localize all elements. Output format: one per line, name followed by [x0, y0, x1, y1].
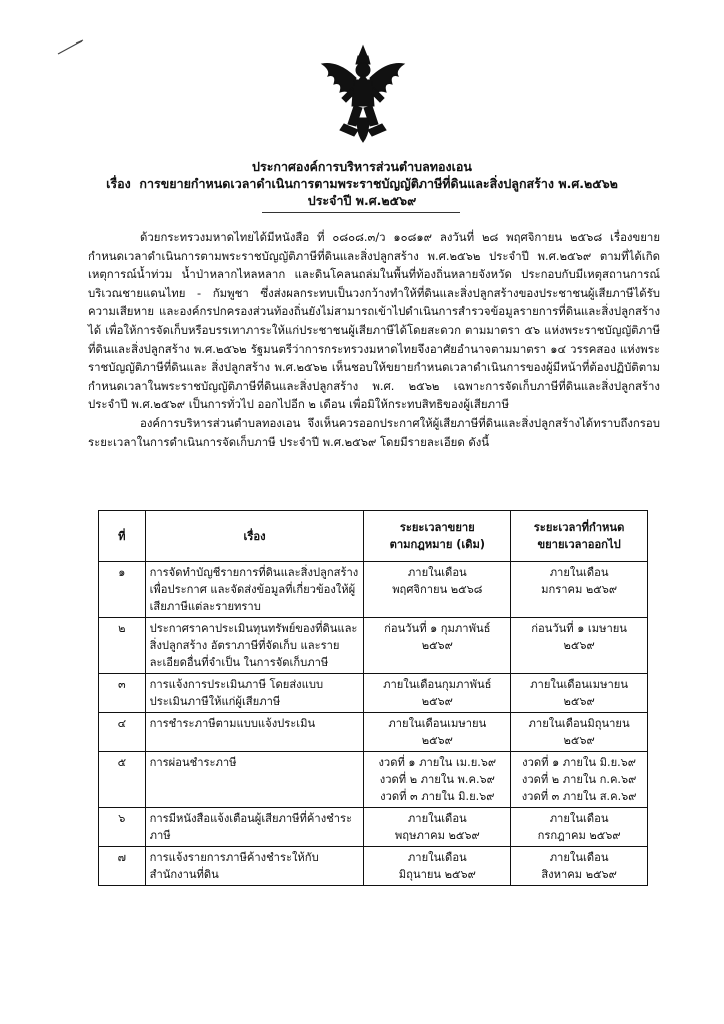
old-line: ๒๕๖๙ — [421, 639, 453, 652]
table-row — [99, 752, 648, 808]
old-line: ๒๕๖๙ — [421, 734, 453, 747]
table-row — [99, 847, 648, 886]
subject-label: เรื่อง — [106, 176, 131, 191]
paragraph-1: ด้วยกระทรวงมหาดไทยได้มีหนังสือ ที่ ๐๘๐๘.๓/ว ๑๐๘๑๙ ลงวันที่ ๒๘ พฤศจิกายน ๒๕๖๘ เรื่องขยายกำหนดเวลาดำเนินการตามพระราชบัญญัติภาษีที่ดินและสิ่งปลูกสร้าง พ.ศ.๒๕๖๒ ประจำปี พ.ศ.๒๕๖๙ ตามที่ได้เกิดเหตุการณ์น้ำท่วม น้ำป่าหลากไหลหลาก และดินโคลนถล่มในพื้นที่ท้องถิ่นหลายจังหวัด ประกอบกับมีเหตุสถานการณ์บริเวณชายแดนไทย - กัมพูชา ซึ่งส่งผลกระทบเป็นวงกว้างทำให้ที่ดินและสิ่งปลูกสร้างของประชาชนผู้เสียภาษีได้รับความเสียหาย และองค์กรปกครองส่วนท้องถิ่นยังไม่สามารถเข้าไปดำเนินการสำรวจข้อมูลรายการที่ดินและสิ่งปลูกสร้างได้ เพื่อให้การจัดเก็บหรือบรรเทาภาระให้แก่ประชาชนผู้เสียภาษีได้โดยสะดวก ตามมาตรา ๕๖ แห่งพระราชบัญญัติภาษีที่ดินและสิ่งปลูกสร้าง พ.ศ.๒๕๖๒ รัฐมนตรีว่าการกระทรวงมหาดไทยจึงอาศัยอำนาจตามมาตรา ๑๔ วรรคสอง แห่งพระราชบัญญัติภาษีที่ดินและ สิ่งปลูกสร้าง พ.ศ.๒๕๖๒ เห็นชอบให้ขยายกำหนดเวลาดำเนินการของผู้มีหน้าที่ต้องปฏิบัติตามกำหนดเวลาในพระราชบัญญัติภาษีที่ดินและสิ่งปลูกสร้าง พ.ศ. ๒๕๖๒ เฉพาะการจัดเก็บภาษีที่ดินและสิ่งปลูกสร้าง ประจำปี พ.ศ.๒๕๖๙ เป็นการทั่วไป ออกไปอีก ๒ เดือน เพื่อมิให้กระทบสิทธิของผู้เสียภาษี — [88, 230, 660, 412]
row-subject: การมีหนังสือแจ้งเตือนผู้เสียภาษีที่ค้างชำระภาษี — [145, 808, 364, 847]
table-row — [99, 618, 648, 674]
old-line: พฤศจิกายน ๒๕๖๘ — [392, 583, 483, 596]
old-line: ภายในเดือนเมษายน — [388, 717, 487, 730]
new-line: งวดที่ ๓ ภายใน ส.ค.๖๙ — [521, 790, 637, 803]
row-old-period — [364, 713, 511, 752]
table-row — [99, 808, 648, 847]
row-subject: การแจ้งการประเมินภาษี โดยส่งแบบประเมินภาษีให้แก่ผู้เสียภาษี — [145, 674, 364, 713]
new-line: กรกฎาคม ๒๕๖๙ — [537, 829, 621, 842]
pen-mark — [56, 38, 86, 56]
row-old-period — [364, 674, 511, 713]
new-line: มกราคม ๒๕๖๙ — [541, 583, 618, 596]
subject-text: การขยายกำหนดเวลาดำเนินการตามพระราชบัญญัติภาษีที่ดินและสิ่งปลูกสร้าง พ.ศ.๒๕๖๒ — [139, 176, 618, 191]
subject-line — [0, 175, 724, 192]
row-subject: การผ่อนชำระภาษี — [145, 752, 364, 808]
row-subject: การชำระภาษีตามแบบแจ้งประเมิน — [145, 713, 364, 752]
row-new-period — [511, 752, 648, 808]
old-line: มิถุนายน ๒๕๖๙ — [398, 868, 476, 881]
document-heading — [0, 158, 724, 209]
old-line: ภายในเดือนกุมภาพันธ์ — [383, 678, 492, 691]
old-line: ก่อนวันที่ ๑ กุมภาพันธ์ — [384, 622, 491, 635]
old-line: ๒๕๖๙ — [421, 695, 453, 708]
row-new-period — [511, 847, 648, 886]
header-no: ที่ — [99, 511, 146, 562]
new-line: ๒๕๖๙ — [563, 639, 595, 652]
row-no: ๑ — [99, 562, 146, 618]
header-new-line1: ระยะเวลาที่กำหนด — [533, 521, 625, 534]
row-new-period — [511, 562, 648, 618]
new-line: ๒๕๖๙ — [563, 695, 595, 708]
new-line: ก่อนวันที่ ๑ เมษายน — [531, 622, 627, 635]
old-line: งวดที่ ๒ ภายใน พ.ค.๖๙ — [379, 773, 495, 786]
separator-line — [262, 212, 460, 213]
paragraph-2: องค์การบริหารส่วนตำบลทองเอน จึงเห็นควรออกประกาศให้ผู้เสียภาษีที่ดินและสิ่งปลูกสร้างได้ทราบถึงกรอบระยะเวลาในการดำเนินการจัดเก็บภาษี ประจำปี พ.ศ.๒๕๖๙ โดยมีรายละเอียด ดังนี้ — [88, 415, 660, 449]
old-line: ภายในเดือน — [407, 851, 467, 864]
table-header-row — [99, 511, 648, 562]
row-no: ๒ — [99, 618, 146, 674]
new-line: ภายในเดือน — [549, 566, 609, 579]
old-line: งวดที่ ๓ ภายใน มิ.ย.๖๙ — [380, 790, 495, 803]
old-line: พฤษภาคม ๒๕๖๙ — [394, 829, 480, 842]
header-new-period — [511, 511, 648, 562]
row-subject: การจัดทำบัญชีรายการที่ดินและสิ่งปลูกสร้าง เพื่อประกาศ และจัดส่งข้อมูลที่เกี่ยวข้องให้ผู้เสียภาษีแต่ละรายทราบ — [145, 562, 364, 618]
header-old-line2: ตามกฎหมาย (เดิม) — [389, 538, 485, 551]
row-subject: การแจ้งรายการภาษีค้างชำระให้กับสำนักงานที่ดิน — [145, 847, 364, 886]
header-old-line1: ระยะเวลาขยาย — [399, 521, 475, 534]
row-no: ๕ — [99, 752, 146, 808]
header-subject: เรื่อง — [145, 511, 364, 562]
row-no: ๖ — [99, 808, 146, 847]
row-subject: ประกาศราคาประเมินทุนทรัพย์ของที่ดินและสิ่งปลูกสร้าง อัตราภาษีที่จัดเก็บ และรายละเอียดอื่นที่จำเป็น ในการจัดเก็บภาษี — [145, 618, 364, 674]
row-old-period — [364, 562, 511, 618]
row-new-period — [511, 808, 648, 847]
old-line: งวดที่ ๑ ภายใน เม.ย.๖๙ — [378, 756, 497, 769]
row-new-period — [511, 674, 648, 713]
announcement-body — [88, 228, 660, 451]
new-line: ภายในเดือนมิถุนายน — [528, 717, 630, 730]
row-new-period — [511, 618, 648, 674]
garuda-emblem-icon — [318, 44, 408, 144]
row-no: ๔ — [99, 713, 146, 752]
row-old-period — [364, 752, 511, 808]
header-old-period — [364, 511, 511, 562]
row-old-period — [364, 847, 511, 886]
new-line: งวดที่ ๒ ภายใน ก.ค.๖๙ — [521, 773, 637, 786]
row-new-period — [511, 713, 648, 752]
row-no: ๗ — [99, 847, 146, 886]
new-line: ภายในเดือน — [549, 851, 609, 864]
organization-title: ประกาศองค์การบริหารส่วนตำบลทองเอน — [252, 159, 472, 174]
row-no: ๓ — [99, 674, 146, 713]
header-new-line2: ขยายเวลาออกไป — [537, 538, 621, 551]
new-line: ภายในเดือน — [549, 812, 609, 825]
row-old-period — [364, 808, 511, 847]
row-old-period — [364, 618, 511, 674]
new-line: ๒๕๖๙ — [563, 734, 595, 747]
schedule-table — [98, 510, 648, 886]
old-line: ภายในเดือน — [407, 566, 467, 579]
year-line: ประจำปี พ.ศ.๒๕๖๙ — [307, 193, 417, 208]
table-row — [99, 713, 648, 752]
table-row — [99, 674, 648, 713]
new-line: งวดที่ ๑ ภายใน มิ.ย.๖๙ — [522, 756, 636, 769]
new-line: สิงหาคม ๒๕๖๙ — [541, 868, 617, 881]
old-line: ภายในเดือน — [407, 812, 467, 825]
table-row — [99, 562, 648, 618]
new-line: ภายในเดือนเมษายน — [530, 678, 628, 691]
